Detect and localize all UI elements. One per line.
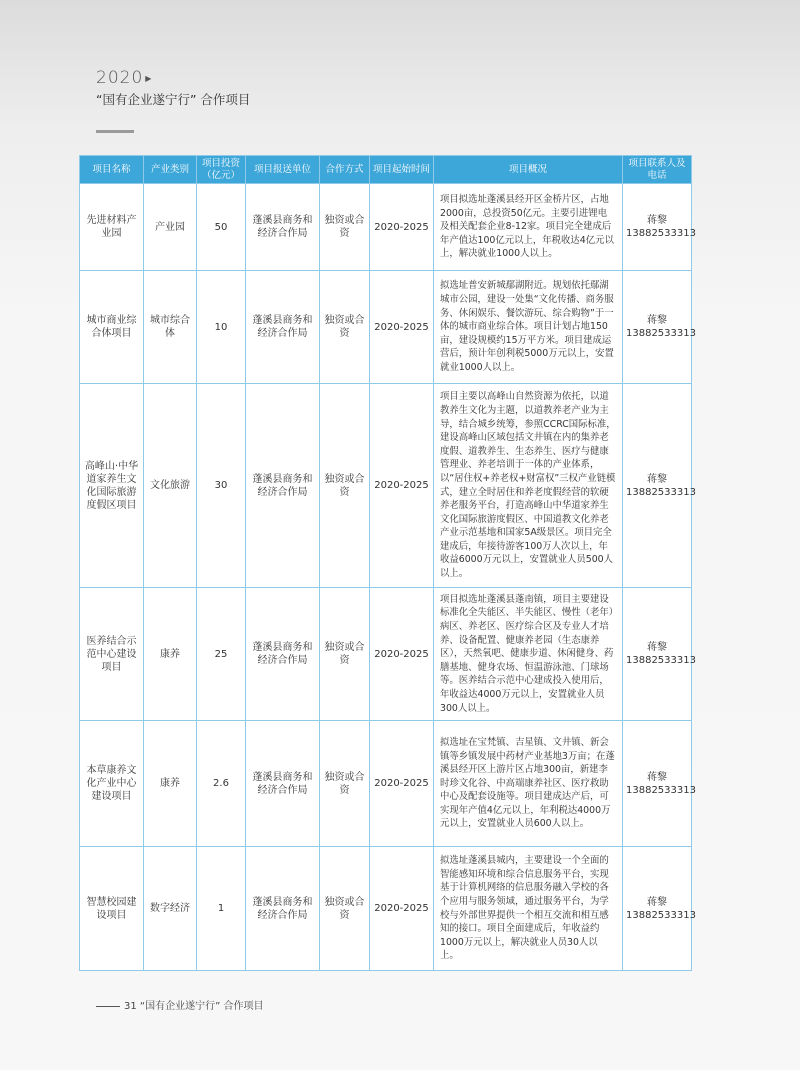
cell-mode: 独资或合资: [320, 184, 370, 271]
contact-name: 蒋黎: [647, 315, 667, 326]
cell-contact: [623, 588, 696, 721]
cell-description: 项目主要以高峰山自然资源为依托，以道教养生文化为主题，以道教养老产业为主导，结合城乡统筹，参照CCRC国际标准，建设高峰山区域包括文井镇在内的集养老度假、道教养生、生态养生、医疗与健康管理业、养老培训于一体的产业体系，以“居住权+养老权+财富权”三权产业链模式，建立全时居住和养老度假经营的软硬养老服务平台，打造高峰山中华道家养生文化国际旅游度假区、中国道教文化养老产业示范基地和国家5A级景区。项目完全建成后，年接待游客100万人次以上，年收益6000万元以上，安置就业人员500人以上。: [434, 384, 623, 588]
triangle-arrow-icon: ▶: [145, 74, 152, 83]
cell-description: 拟选址普安新城鄢湖附近。规划依托鄢湖城市公园，建设一处集“文化传播、商务服务、休闲娱乐、餐饮游玩、综合购物”于一体的城市商业综合体。项目计划占地150亩，建设规模约15万平方米。项目建成运营后，预计年创利税5000万元以上，安置就业1000人以上。: [434, 271, 623, 384]
contact-name: 蒋黎: [647, 215, 667, 226]
cell-period: 2020-2025: [370, 384, 434, 588]
header-cell-contact: 项目联系人及电话: [623, 156, 692, 184]
cell-category: 产业园: [144, 184, 197, 271]
header-cell-investment: 项目投资（亿元）: [197, 156, 246, 184]
cell-project-name: 城市商业综合体项目: [80, 271, 144, 384]
cell-investment: 10: [197, 271, 246, 384]
contact-phone: 13882533313: [626, 909, 696, 921]
page-header: [96, 68, 250, 108]
cell-category: 文化旅游: [144, 384, 197, 588]
cell-unit: 蓬溪县商务和经济合作局: [246, 588, 320, 721]
cell-description: 项目拟选址蓬溪县蓬南镇，项目主要建设标准化全失能区、半失能区、慢性（老年）病区、养老区、医疗综合区及专业人才培养、设备配置、健康养老园（生态康养区），天然氧吧、健康步道、休闲健身、药膳基地、健身农场、恒温游泳池、门球场等。医养结合示范中心建成投入使用后，年收益达4000万元以上，安置就业人员300人以上。: [434, 588, 623, 721]
cell-unit: 蓬溪县商务和经济合作局: [246, 384, 320, 588]
cell-contact: [623, 384, 696, 588]
cell-category: 康养: [144, 721, 197, 847]
cell-investment: 2.6: [197, 721, 246, 847]
cell-period: 2020-2025: [370, 847, 434, 971]
cell-project-name: 医养结合示范中心建设项目: [80, 588, 144, 721]
header-cell-mode: 合作方式: [320, 156, 370, 184]
contact-phone: 13882533313: [626, 228, 696, 239]
footer-dash: [96, 1006, 120, 1007]
contact-phone: 13882533313: [626, 486, 696, 498]
table-row: [80, 721, 692, 847]
cell-project-name: 本草康养文化产业中心建设项目: [80, 721, 144, 847]
cell-mode: 独资或合资: [320, 271, 370, 384]
cell-mode: 独资或合资: [320, 721, 370, 847]
cell-investment: 25: [197, 588, 246, 721]
table-row: [80, 588, 692, 721]
cell-contact: [623, 184, 696, 271]
cell-project-name: 高峰山·中华道家养生文化国际旅游度假区项目: [80, 384, 144, 588]
cell-unit: 蓬溪县商务和经济合作局: [246, 271, 320, 384]
contact-name: 蒋黎: [647, 771, 667, 783]
header-cell-description: 项目概况: [434, 156, 623, 184]
year-label: [96, 68, 250, 88]
header-divider: [96, 130, 134, 133]
header-cell-name: 项目名称: [80, 156, 144, 184]
contact-phone: 13882533313: [626, 655, 696, 666]
cell-project-name: 先进材料产业园: [80, 184, 144, 271]
cell-period: 2020-2025: [370, 588, 434, 721]
contact-name: 蒋黎: [647, 473, 667, 485]
cell-mode: 独资或合资: [320, 847, 370, 971]
cell-description: 拟选址在宝梵镇、吉星镇、文井镇、新会镇等乡镇发展中药材产业基地3万亩；在蓬溪县经开区上游片区占地300亩，新建李时珍文化谷、中高端康养社区、医疗救助中心及配套设施等。项目建成达产后，可实现年产值4亿元以上，年利税达4000万元以上，安置就业人员600人以上。: [434, 721, 623, 847]
page-footer: [96, 997, 263, 1012]
page-subtitle: “国有企业遂宁行” 合作项目: [96, 92, 251, 107]
contact-phone: 13882533313: [626, 784, 696, 796]
footer-text: 31 “国有企业遂宁行” 合作项目: [124, 1001, 264, 1012]
projects-table: [79, 155, 696, 971]
cell-period: 2020-2025: [370, 271, 434, 384]
contact-name: 蒋黎: [647, 896, 667, 908]
cell-investment: 50: [197, 184, 246, 271]
cell-mode: 独资或合资: [320, 588, 370, 721]
header-cell-unit: 项目报送单位: [246, 156, 320, 184]
cell-description: 项目拟选址蓬溪县经开区金桥片区，占地2000亩，总投资50亿元。主要引进锂电及相关配套企业8-12家。项目完全建成后年产值达100亿元以上，年税收达4亿元以上，解决就业1000人以上。: [434, 184, 623, 271]
contact-name: 蒋黎: [647, 642, 667, 653]
table-row: [80, 384, 692, 588]
cell-unit: 蓬溪县商务和经济合作局: [246, 184, 320, 271]
cell-category: 数字经济: [144, 847, 197, 971]
cell-mode: 独资或合资: [320, 384, 370, 588]
cell-investment: 1: [197, 847, 246, 971]
header-cell-category: 产业类别: [144, 156, 197, 184]
cell-contact: [623, 271, 696, 384]
year-text: 2020: [96, 68, 144, 88]
table-row: [80, 184, 692, 271]
cell-unit: 蓬溪县商务和经济合作局: [246, 721, 320, 847]
cell-category: 城市综合体: [144, 271, 197, 384]
table-row: [80, 847, 692, 971]
cell-period: 2020-2025: [370, 184, 434, 271]
cell-investment: 30: [197, 384, 246, 588]
cell-unit: 蓬溪县商务和经济合作局: [246, 847, 320, 971]
table-header-row: [80, 156, 692, 184]
cell-contact: [623, 721, 696, 847]
cell-contact: [623, 847, 696, 971]
cell-project-name: 智慧校园建设项目: [80, 847, 144, 971]
header-cell-period: 项目起始时间: [370, 156, 434, 184]
table-row: [80, 271, 692, 384]
cell-period: 2020-2025: [370, 721, 434, 847]
cell-category: 康养: [144, 588, 197, 721]
cell-description: 拟选址蓬溪县城内，主要建设一个全面的智能感知环境和综合信息服务平台，实现基于计算机网络的信息服务融入学校的各个应用与服务领域，通过服务平台，为学校与外部世界提供一个相互交流和相互感知的接口。项目全面建成后，年收益约1000万元以上，解决就业人员30人以上。: [434, 847, 623, 971]
contact-phone: 13882533313: [626, 328, 696, 339]
